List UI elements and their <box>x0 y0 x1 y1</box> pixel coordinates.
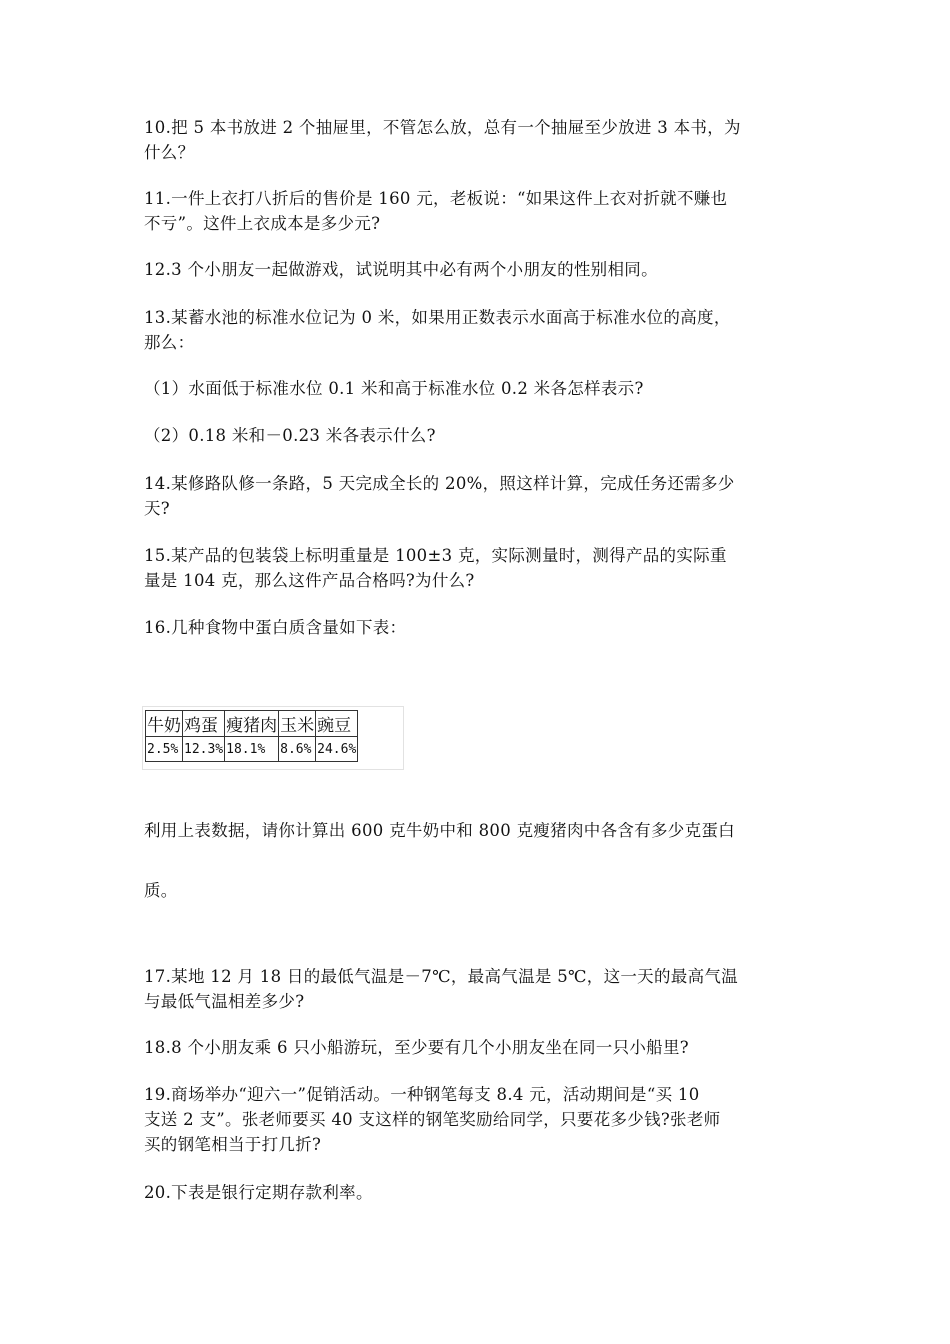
question-13-sub-1: （1）水面低于标准水位 0.1 米和高于标准水位 0.2 米各怎样表示? <box>144 379 644 398</box>
question-15-line-1: 15.某产品的包装袋上标明重量是 100±3 克，实际测量时，测得产品的实际重 <box>144 546 727 565</box>
protein-table <box>145 710 358 762</box>
question-16-line-3: 质。 <box>144 881 178 900</box>
question-19-line-3: 买的钢笔相当于打几折? <box>144 1135 322 1154</box>
protein-table-header-cell: 豌豆 <box>316 711 358 737</box>
protein-table-header-row <box>146 711 358 737</box>
question-13-sub-2: （2）0.18 米和－0.23 米各表示什么? <box>144 426 436 445</box>
protein-table-header-cell: 玉米 <box>279 711 316 737</box>
protein-table-value-cell: 18.1% <box>225 737 279 762</box>
question-19-line-1: 19.商场举办“迎六一”促销活动。一种钢笔每支 8.4 元，活动期间是“买 10 <box>144 1085 700 1104</box>
question-13-line-1: 13.某蓄水池的标准水位记为 0 米，如果用正数表示水面高于标准水位的高度， <box>144 308 731 327</box>
question-15-line-2: 量是 104 克，那么这件产品合格吗?为什么? <box>144 571 475 590</box>
protein-table-image <box>142 706 404 770</box>
question-11-line-2: 不亏”。这件上衣成本是多少元? <box>144 214 381 233</box>
question-12-line-1: 12.3 个小朋友一起做游戏，试说明其中必有两个小朋友的性别相同。 <box>144 260 658 279</box>
protein-table-value-cell: 12.3% <box>183 737 225 762</box>
question-17-line-2: 与最低气温相差多少? <box>144 992 305 1011</box>
question-14-line-2: 天? <box>144 499 170 518</box>
question-18-line-1: 18.8 个小朋友乘 6 只小船游玩，至少要有几个小朋友坐在同一只小船里? <box>144 1038 689 1057</box>
question-16-line-2: 利用上表数据，请你计算出 600 克牛奶中和 800 克瘦猪肉中各含有多少克蛋白 <box>144 821 735 840</box>
protein-table-header-cell: 瘦猪肉 <box>225 711 279 737</box>
protein-table-header-cell: 牛奶 <box>146 711 183 737</box>
question-11-line-1: 11.一件上衣打八折后的售价是 160 元，老板说：“如果这件上衣对折就不赚也 <box>144 189 728 208</box>
protein-table-header-cell: 鸡蛋 <box>183 711 225 737</box>
question-19-line-2: 支送 2 支”。张老师要买 40 支这样的钢笔奖励给同学，只要花多少钱?张老师 <box>144 1110 721 1129</box>
question-16-line-1: 16.几种食物中蛋白质含量如下表： <box>144 618 407 637</box>
protein-table-value-cell: 2.5% <box>146 737 183 762</box>
protein-table-value-row <box>146 737 358 762</box>
question-17-line-1: 17.某地 12 月 18 日的最低气温是－7℃，最高气温是 5℃，这一天的最高气温 <box>144 967 738 986</box>
question-14-line-1: 14.某修路队修一条路，5 天完成全长的 20%，照这样计算，完成任务还需多少 <box>144 474 735 493</box>
protein-table-value-cell: 8.6% <box>279 737 316 762</box>
protein-table-value-cell: 24.6% <box>316 737 358 762</box>
question-13-line-2: 那么： <box>144 333 195 352</box>
question-20-line-1: 20.下表是银行定期存款利率。 <box>144 1183 373 1202</box>
question-10-line-1: 10.把 5 本书放进 2 个抽屉里，不管怎么放，总有一个抽屉至少放进 3 本书，为 <box>144 118 741 137</box>
question-10-line-2: 什么？ <box>144 143 195 162</box>
